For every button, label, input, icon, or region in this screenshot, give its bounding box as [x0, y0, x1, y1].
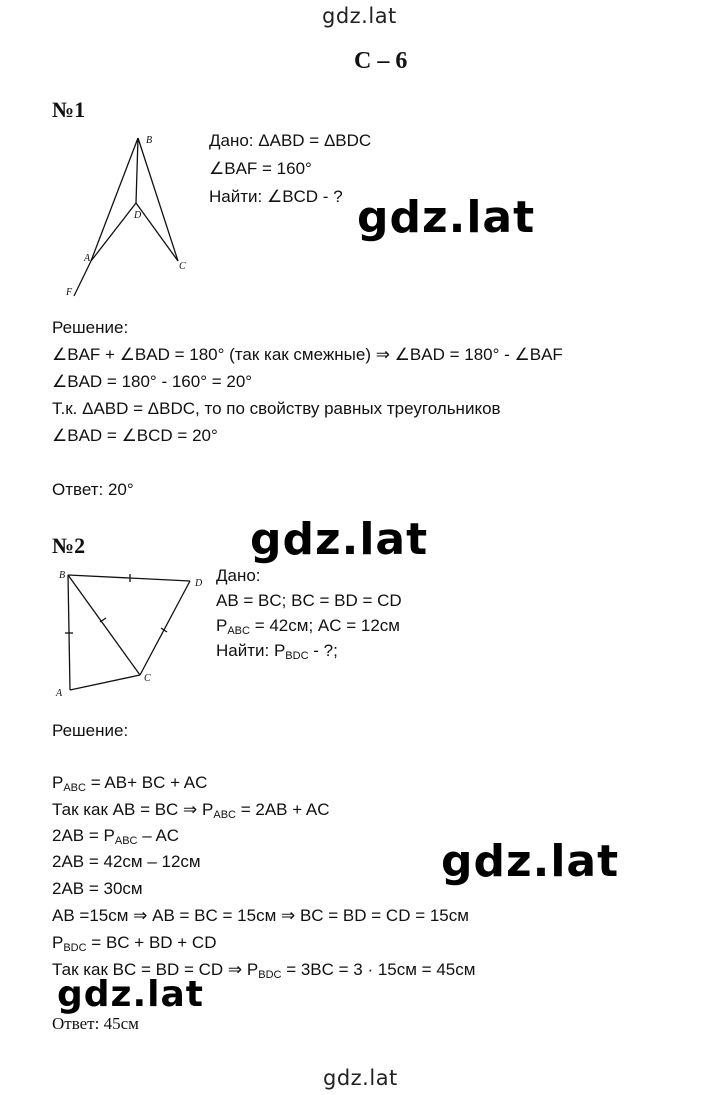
problem2-given-heading: Дано: — [216, 566, 261, 585]
problem2-solution-7: $P_{BDC}$ = BC + BD + CD — [52, 933, 217, 954]
problem1-given-1: Дано: ΔABD = ΔBDC — [209, 131, 372, 150]
problem2-given-3: Найти: $P_{BDC}$ - ?; — [216, 641, 338, 662]
watermark-bottom: gdz.lat — [323, 1066, 398, 1090]
segment-af — [74, 261, 91, 296]
segment-bc — [138, 138, 178, 261]
segment-ba — [91, 138, 138, 261]
problem2-solution-1: $P_{ABC} = AB+$ BC + AC — [52, 773, 208, 794]
problem2-solution-heading: Решение: — [52, 721, 129, 740]
label-c: C — [179, 261, 186, 272]
label-d: D — [134, 210, 142, 221]
problem1-figure — [58, 128, 198, 303]
problem1-solution-3: Т.к. ΔABD = ΔBDC, то по свойству равных треугольников — [52, 399, 501, 418]
problem2-solution-4: 2AB = 42см – 12см — [52, 852, 201, 871]
watermark-big-1: gdz.lat — [357, 192, 536, 243]
problem1-solution-1: ∠BAF + ∠BAD = 180° (так как смежные) ⇒ ∠BAD = 180° - ∠BAF — [52, 345, 563, 364]
label-b: B — [146, 135, 153, 146]
segment-da — [91, 203, 136, 261]
segment-bd — [68, 575, 190, 581]
problem1-solution-heading: Решение: — [52, 318, 129, 337]
problem1-number: №1 — [52, 97, 86, 122]
label-c: C — [144, 673, 151, 684]
problem2-solution-6: AB =15см ⇒ AB = BC = 15см ⇒ BC = BD = CD = 15см — [52, 906, 469, 925]
segment-dc — [136, 203, 178, 261]
problem1-answer: Ответ: 20° — [52, 480, 134, 499]
problem1-given-2: ∠BAF = 160° — [209, 159, 312, 178]
problem2-given-2: $P_{ABC} = 42см$; AC = 12см — [216, 616, 400, 637]
problem2-solution-2: Так как AB = BC ⇒ $P_{ABC} = 2AB$ + AC — [52, 800, 330, 821]
segment-bc — [68, 575, 140, 675]
label-d: D — [195, 578, 203, 589]
problem1-solution-2: ∠BAD = 180° - 160° = 20° — [52, 372, 253, 391]
label-f: F — [66, 287, 73, 298]
label-b: B — [59, 570, 66, 581]
page-title: С – 6 — [354, 48, 408, 74]
problem1-given-3: Найти: ∠BCD - ? — [209, 187, 343, 206]
segment-ac — [70, 675, 140, 690]
watermark-big-3: gdz.lat — [441, 836, 620, 887]
problem2-solution-3: $2AB = P_{ABC}$ – AC — [52, 826, 180, 847]
label-a: A — [56, 688, 63, 699]
watermark-top: gdz.lat — [322, 4, 397, 28]
problem2-answer: Ответ: 45см — [52, 1014, 139, 1033]
segment-bd — [136, 138, 138, 203]
problem1-solution-4: ∠BAD = ∠BCD = 20° — [52, 426, 218, 445]
watermark-big-4: gdz.lat — [57, 974, 205, 1015]
segment-dc — [140, 581, 190, 675]
problem2-solution-5: 2AB = 30см — [52, 879, 143, 898]
problem2-solution-8: Так как BC = BD = CD ⇒ $P_{BDC} = 3BC = 3 \cdot 15см = 45см$ — [52, 960, 476, 981]
label-a: A — [84, 253, 91, 264]
watermark-big-2: gdz.lat — [250, 514, 429, 565]
problem2-given-1: AB = BC; BC = BD = CD — [216, 591, 402, 610]
problem2-number: №2 — [52, 533, 86, 558]
problem2-figure — [50, 565, 210, 705]
